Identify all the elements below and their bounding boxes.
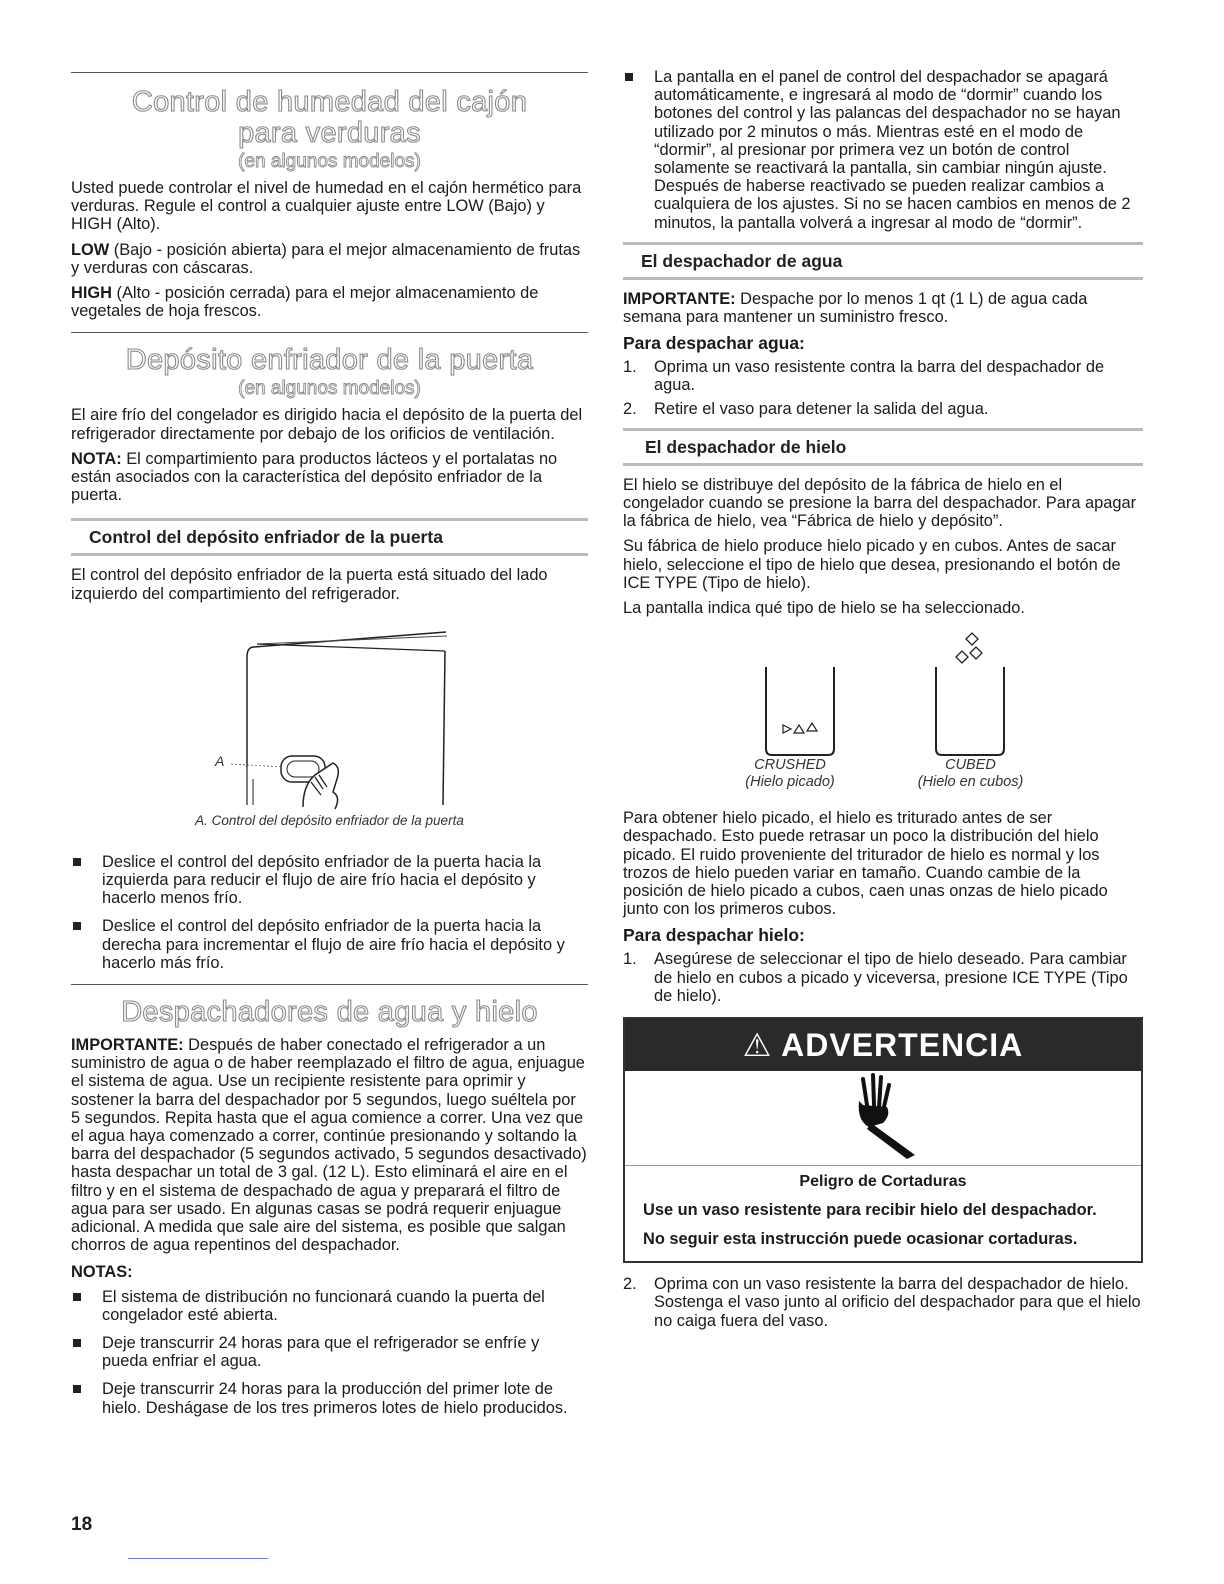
- cut-hazard-area: [625, 1071, 1141, 1166]
- step-text: Oprima con un vaso resistente la barra del despachador de hielo. Sostenga el vaso junto al orificio del despachador para que el hielo no caiga fuera del vaso.: [654, 1275, 1141, 1330]
- notas-heading: NOTAS:: [71, 1262, 133, 1281]
- list-item: [623, 950, 1143, 1005]
- step-text: Retire el vaso para detener la salida del agua.: [654, 399, 989, 418]
- cubed-cup-icon: [936, 667, 1004, 755]
- models-note: (en algunos modelos): [238, 378, 421, 400]
- dispensers-title: Despachadores de agua y hielo: [121, 996, 538, 1029]
- cubed-label-en: CUBED: [945, 757, 996, 774]
- ice-steps: [623, 950, 1143, 1005]
- door-bin-control-subheading: Control del depósito enfriador de la puerta: [71, 518, 588, 556]
- footer-line: [128, 1558, 268, 1559]
- right-column: [623, 68, 1143, 1330]
- warning-header: [625, 1019, 1141, 1071]
- low-text: (Bajo - posición abierta) para el mejor almacenamiento de frutas y verduras con cáscaras.: [71, 240, 581, 277]
- step-number: 1.: [623, 950, 637, 969]
- dispense-water-heading: Para despachar agua:: [623, 333, 805, 354]
- warning-body: [625, 1166, 1141, 1261]
- door-bin-control-text: El control del depósito enfriador de la puerta está situado del lado izquierdo del compartimiento del refrigerador.: [71, 566, 548, 603]
- list-item: Deslice el control del depósito enfriador de la puerta hacia la derecha para incrementar el flujo de aire frío hacia el depósito y hacerlo más frío.: [71, 917, 588, 972]
- step-number: 2.: [623, 1275, 637, 1294]
- door-bin-figure: [71, 617, 588, 837]
- step-text: Asegúrese de seleccionar el tipo de hielo deseado. Para cambiar de hielo en cubos a picado y viceversa, presione ICE TYPE (Tipo de hielo).: [654, 950, 1128, 1005]
- door-control-illustration: [71, 617, 588, 817]
- low-setting: [71, 241, 588, 277]
- low-key: LOW: [71, 240, 110, 259]
- list-item: El sistema de distribución no funcionará cuando la puerta del congelador esté abierta.: [71, 1288, 588, 1324]
- title-line-2: para verduras: [238, 117, 421, 149]
- list-item: [623, 400, 1143, 418]
- list-item: [623, 1275, 1143, 1330]
- ice-dispenser-subheading: El despachador de hielo: [623, 428, 1143, 466]
- door-bin-note: [71, 450, 588, 505]
- flush-instructions: [71, 1036, 588, 1254]
- ice-intro: El hielo se distribuye del depósito de la fábrica de hielo en el congelador cuando se presione la barra del despachador. Para apagar la fábrica de hielo, vea “Fábrica de hielo y depósito”.: [623, 475, 1137, 531]
- warning-triangle-icon: ⚠: [742, 1027, 773, 1064]
- section-rule: [71, 332, 588, 333]
- crushed-label-en: CRUSHED: [754, 757, 826, 774]
- crisper-humidity-title: [71, 87, 588, 149]
- list-item: Deslice el control del depósito enfriador de la puerta hacia la izquierda para reducir el flujo de aire frío hacia el depósito y hacerlo menos frío.: [71, 853, 588, 908]
- ice-types: Su fábrica de hielo produce hielo picado y en cubos. Antes de sacar hielo, seleccione el tipo de hielo que desea, presionando el botón de ICE TYPE (Tipo de hielo).: [623, 537, 1121, 592]
- importante-text: Despache por lo menos 1 qt (1 L) de agua cada semana para mantener un suministro fresco.: [623, 289, 1088, 327]
- crushed-label: [715, 757, 865, 791]
- figure-caption: A. Control del depósito enfriador de la puerta: [195, 812, 464, 828]
- list-item: Deje transcurrir 24 horas para la producción del primer lote de hielo. Deshágase de los tres primeros lotes de hielo producidos.: [71, 1380, 588, 1416]
- notas-bullets: [71, 1288, 588, 1417]
- crushed-cup-icon: [766, 667, 834, 755]
- page-number: 18: [71, 1514, 93, 1535]
- step-number: 2.: [623, 399, 637, 418]
- sleep-mode-bullet: [623, 68, 1143, 232]
- display-note: La pantalla indica qué tipo de hielo se ha seleccionado.: [623, 599, 1025, 618]
- water-dispenser-subheading: El despachador de agua: [623, 242, 1143, 280]
- water-steps: [623, 358, 1143, 418]
- crushed-ice-note: Para obtener hielo picado, el hielo es triturado antes de ser despachado. Esto puede retrasar un poco la distribución del hielo picado. El ruido proveniente del triturador de hielo es normal y los trozos de hielo pueden variar en tamaño. Cuando cambie de la posición de hielo picado a cubos, caen unas onzas de hielo picado junto con los primeros cubos.: [623, 809, 1108, 919]
- warning-box: [623, 1017, 1143, 1263]
- title-line-1: Control de humedad del cajón: [131, 86, 528, 118]
- section-rule: [71, 72, 588, 73]
- door-bin-intro: El aire frío del congelador es dirigido hacia el depósito de la puerta del refrigerador directamente por debajo de los orificios de ventilación.: [71, 406, 583, 443]
- water-important: [623, 290, 1143, 326]
- high-key: HIGH: [71, 284, 112, 303]
- importante-text: Después de haber conectado el refrigerador a un suministro de agua o de haber reemplazado el filtro de agua, enjuague el sistema de agua. Use un recipiente resistente para oprimir y sostener la barra del despachador por 5 segundos, luego suéltela por 5 segundos. Repita hasta que el agua comience a correr. Una vez que el agua haya comenzado a correr, continúe presionando y soltando la barra del despachador (5 segundos activado, 5 segundos desactivado) hasta despachar un total de 3 gal. (12 L). Esto eliminará el aire en el filtro y en el sistema de despachado de agua y preparará el filtro de agua para ser usado. En algunas casas se podrá requerir enjuague adicional. A medida que sale aire del sistema, es posible que salgan chorros de agua repentinos del despachador.: [71, 1036, 587, 1255]
- door-bin-title: Depósito enfriador de la puerta: [125, 344, 534, 377]
- ice-type-figure: [623, 617, 1143, 805]
- list-item: [623, 358, 1143, 394]
- left-column: [71, 60, 588, 1427]
- warning-line-2: No seguir esta instrucción puede ocasionar cortaduras.: [643, 1230, 1078, 1249]
- warning-title: ADVERTENCIA: [781, 1027, 1024, 1064]
- step-number: 1.: [623, 358, 637, 377]
- models-note: (en algunos modelos): [238, 151, 421, 172]
- humidity-intro: Usted puede controlar el nivel de humedad en el cajón hermético para verduras. Regule el control a cualquier ajuste entre LOW (Bajo) y HIGH (Alto).: [71, 179, 582, 234]
- high-setting: [71, 284, 588, 320]
- step-text: Oprima un vaso resistente contra la barra del despachador de agua.: [654, 358, 1105, 395]
- ice-type-illustration: [623, 617, 1143, 767]
- importante-key: IMPORTANTE:: [623, 289, 736, 308]
- nota-key: NOTA:: [71, 449, 122, 468]
- figure-label-a: A: [215, 752, 225, 769]
- hazard-title: Peligro de Cortaduras: [799, 1173, 967, 1191]
- dispense-ice-heading: Para despachar hielo:: [623, 925, 805, 946]
- ice-steps-cont: [623, 1275, 1143, 1330]
- cubed-label: [893, 757, 1048, 791]
- importante-key: IMPORTANTE:: [71, 1036, 184, 1055]
- cubed-label-es: (Hielo en cubos): [917, 774, 1024, 791]
- high-text: (Alto - posición cerrada) para el mejor almacenamiento de vegetales de hoja frescos.: [71, 284, 539, 321]
- cut-hand-icon: [843, 1071, 923, 1161]
- list-item: Deje transcurrir 24 horas para que el refrigerador se enfríe y pueda enfriar el agua.: [71, 1334, 588, 1370]
- section-rule: [71, 984, 588, 985]
- door-bin-bullets: [71, 853, 588, 972]
- nota-text: El compartimiento para productos lácteos y el portalatas no están asociados con la característica del depósito enfriador de la puerta.: [71, 449, 558, 505]
- crushed-label-es: (Hielo picado): [745, 774, 835, 791]
- list-item: La pantalla en el panel de control del despachador se apagará automáticamente, e ingresará al modo de “dormir” cuando los botones del control y las palancas del despachador no se hayan utilizado por 2 minutos o más. Mientras esté en el modo de “dormir”, al presionar por primera vez un botón de control solamente se reactivará la pantalla, sin cambiar ningún ajuste. Después de haberse reactivado se pueden realizar cambios a cualquiera de los ajustes. Si no se hacen cambios en menos de 2 minutos, la pantalla volverá a ingresar al modo de “dormir”.: [623, 68, 1143, 232]
- warning-line-1: Use un vaso resistente para recibir hielo del despachador.: [643, 1201, 1097, 1220]
